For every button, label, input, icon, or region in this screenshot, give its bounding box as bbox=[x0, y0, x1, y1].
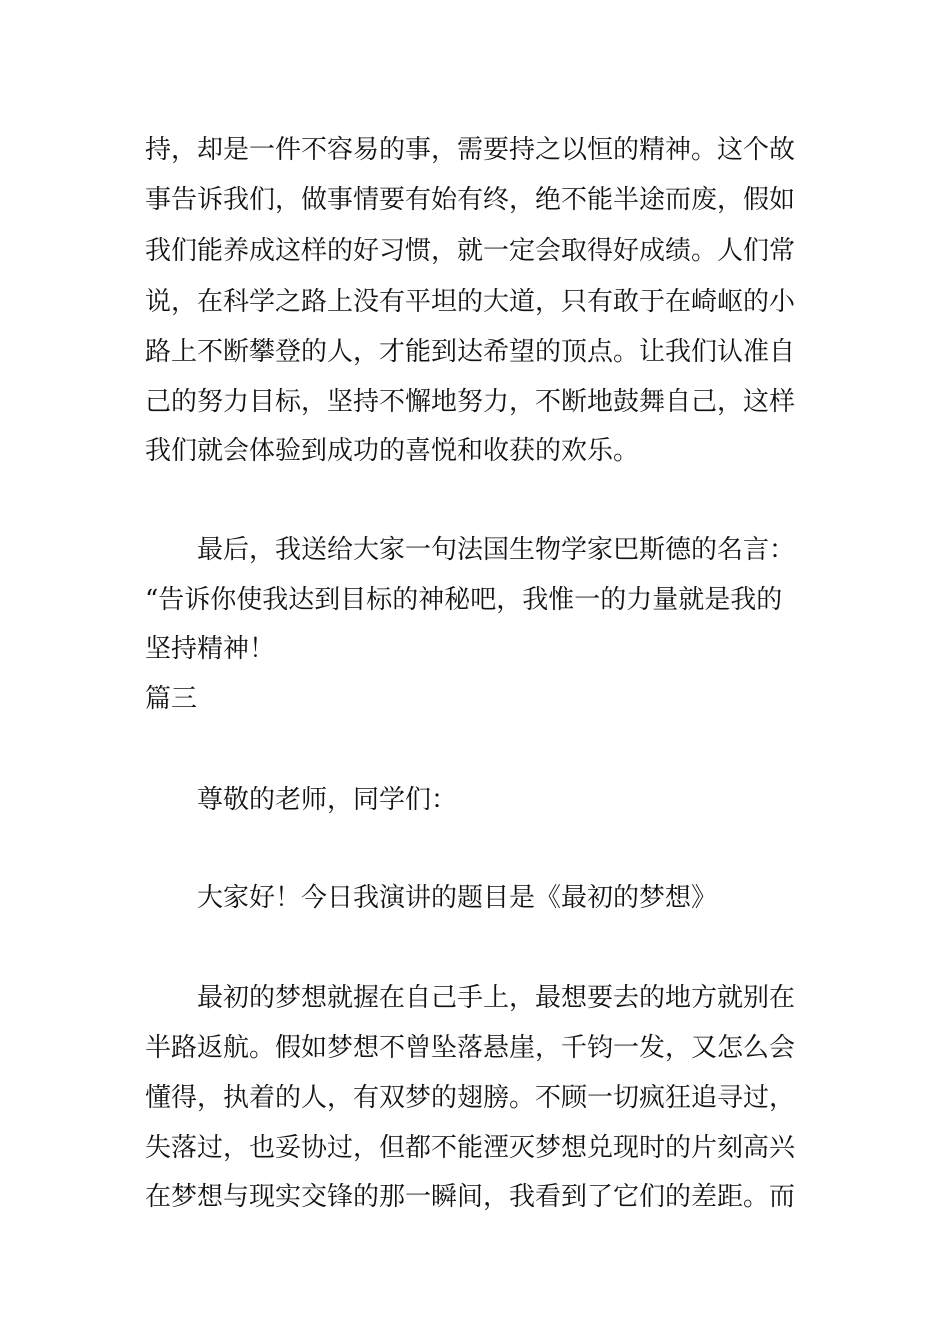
paragraph-1-line: 己的努力目标，坚持不懈地努力，不断地鼓舞自己，这样 bbox=[145, 387, 796, 417]
paragraph-3-line: 半路返航。假如梦想不曾坠落悬崖，千钧一发，又怎么会 bbox=[145, 1033, 796, 1063]
paragraph-1-line: 我们就会体验到成功的喜悦和收获的欢乐。 bbox=[145, 436, 640, 466]
paragraph-1-line: 说，在科学之路上没有平坦的大道，只有敢于在崎岖的小 bbox=[145, 287, 796, 317]
paragraph-3-line: 最初的梦想就握在自己手上，最想要去的地方就别在 bbox=[197, 983, 796, 1013]
paragraph-2-line: 最后，我送给大家一句法国生物学家巴斯德的名言： bbox=[197, 535, 796, 565]
paragraph-1-line: 事告诉我们，做事情要有始有终，绝不能半途而废，假如 bbox=[145, 185, 796, 215]
paragraph-3-line: 失落过，也妥协过，但都不能湮灭梦想兑现时的片刻高兴 bbox=[145, 1133, 796, 1163]
intro-line: 大家好！今日我演讲的题目是《最初的梦想》 bbox=[197, 883, 718, 913]
paragraph-2-line: “告诉你使我达到目标的神秘吧，我惟一的力量就是我的 bbox=[145, 585, 783, 615]
paragraph-1-line: 路上不断攀登的人，才能到达希望的顶点。让我们认准自 bbox=[145, 337, 796, 367]
section-heading: 篇三 bbox=[145, 684, 198, 714]
paragraph-3-line: 懂得，执着的人，有双梦的翅膀。不顾一切疯狂追寻过， bbox=[145, 1083, 796, 1113]
paragraph-1-line: 我们能养成这样的好习惯，就一定会取得好成绩。人们常 bbox=[145, 236, 796, 266]
paragraph-2-line: 坚持精神！ bbox=[145, 634, 276, 664]
paragraph-1-line: 持，却是一件不容易的事，需要持之以恒的精神。这个故 bbox=[145, 135, 796, 165]
paragraph-3-line: 在梦想与现实交锋的那一瞬间，我看到了它们的差距。而 bbox=[145, 1182, 796, 1212]
greeting-line: 尊敬的老师，同学们： bbox=[197, 785, 458, 815]
